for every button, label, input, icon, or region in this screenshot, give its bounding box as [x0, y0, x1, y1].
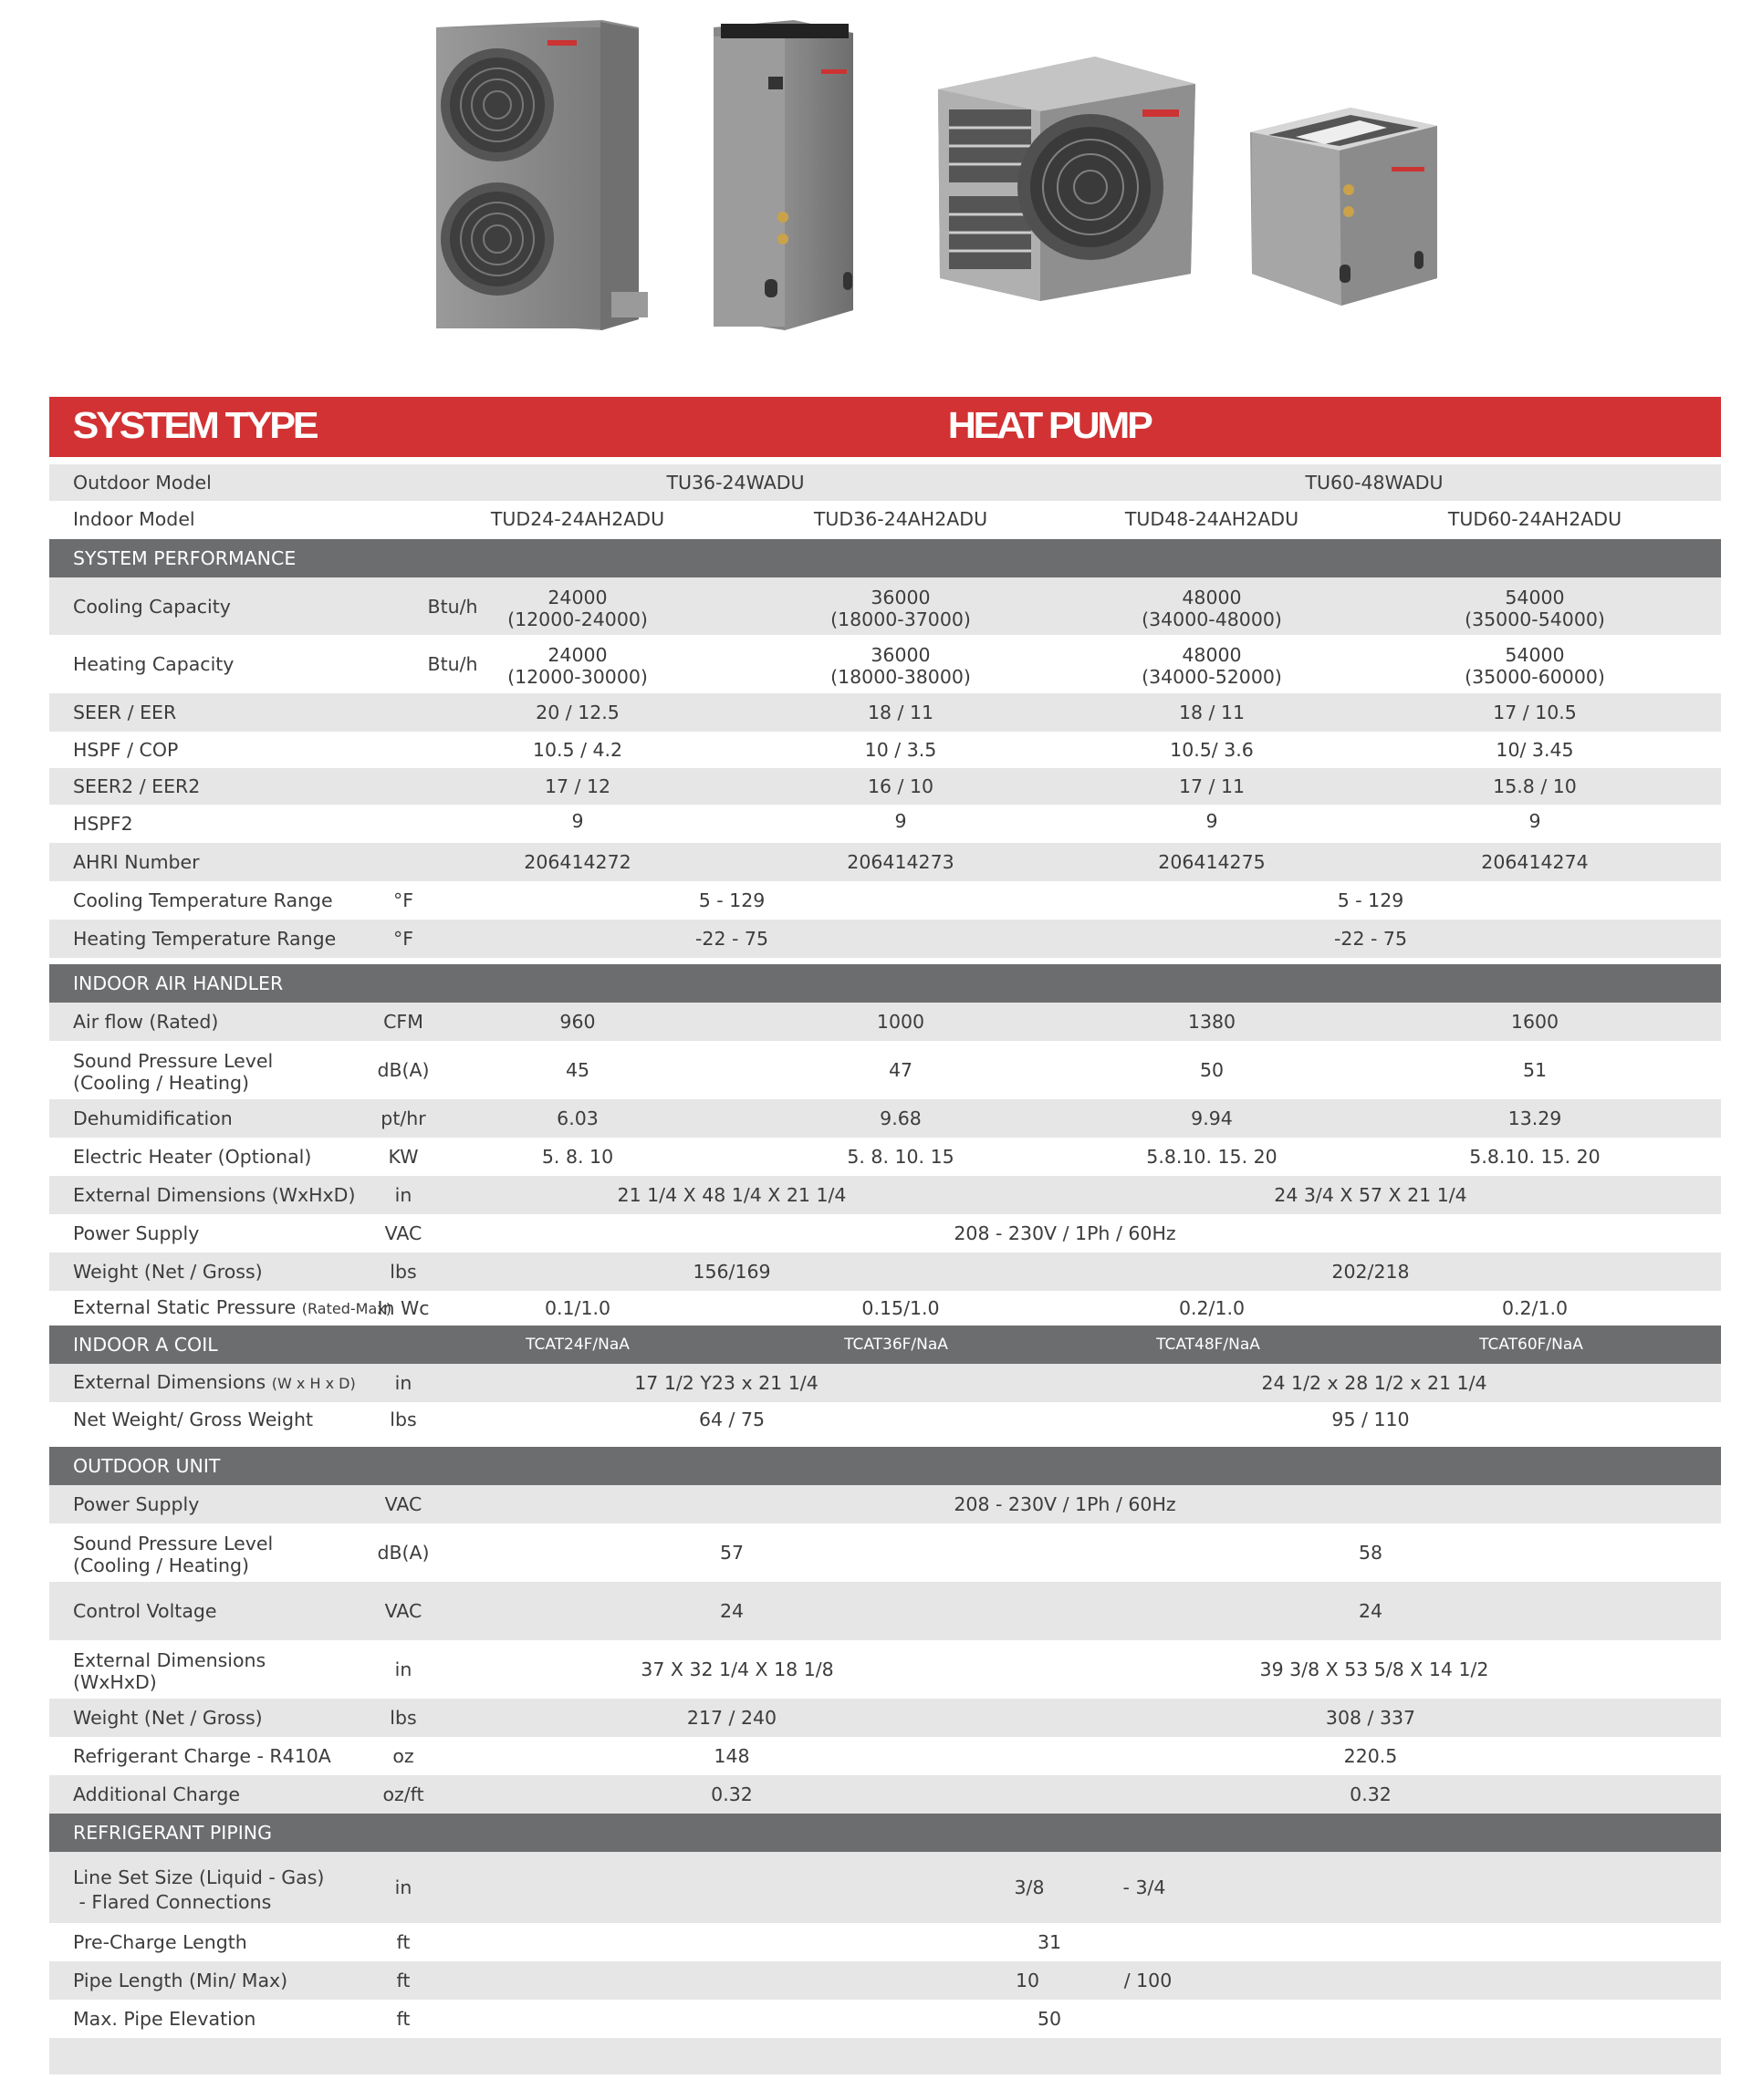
row-od-power-supply: Power Supply VAC 208 - 230V / 1Ph / 60Hz: [49, 1485, 1721, 1523]
row-hspf2: HSPF2 9 9 9 9: [73, 810, 1541, 835]
row-additional-charge: Additional Charge oz/ft 0.32 0.32: [49, 1775, 1721, 1814]
row-od-sound-pressure: Sound Pressure Level (Cooling / Heating) dB(A) 57 58: [73, 1533, 1383, 1576]
section-system-performance: SYSTEM PERFORMANCE: [49, 539, 1721, 577]
row-coil-dimensions: External Dimensions (W x H x D) in 17 1/2 Y23 x 21 1/4 24 1/2 x 28 1/2 x 21 1/4: [49, 1364, 1721, 1402]
row-airflow: Air flow (Rated) CFM 960 1000 1380 1600: [49, 1003, 1721, 1041]
row-hspf-cop: HSPF / COP 10.5 / 4.2 10 / 3.5 10.5/ 3.6 10/ 3.45: [73, 739, 1574, 761]
row-ahri-number: AHRI Number 206414272 206414273 206414275 206414274: [49, 843, 1721, 881]
row-refrigerant-charge: Refrigerant Charge - R410A oz 148 220.5: [73, 1745, 1398, 1767]
row-ah-sound-pressure: Sound Pressure Level (Cooling / Heating) dB(A) 45 47 50 51: [73, 1050, 1548, 1094]
row-heating-capacity: Heating Capacity Btu/h 24000 (12000-30000) 36000 (18000-38000) 48000 (34000-52000) 54000 (35000-60000): [73, 644, 1605, 688]
row-external-static-pressure: External Static Pressure (Rated-Max) In Wc 0.1/1.0 0.15/1.0 0.2/1.0 0.2/1.0: [73, 1296, 1569, 1319]
product-illustrations: [0, 0, 1752, 347]
row-cooling-capacity: Cooling Capacity Btu/h 24000 (12000-24000) 36000 (18000-37000) 48000 (34000-48000) 54000 (35000-54000): [49, 577, 1721, 635]
row-pre-charge-length: Pre-Charge Length ft 31: [73, 1931, 1062, 1953]
outdoor-unit-small-image: [938, 57, 1195, 301]
a-coil-image: [1250, 108, 1437, 306]
row-od-weight: Weight (Net / Gross) lbs 217 / 240 308 / 337: [49, 1699, 1721, 1737]
heat-pump-label: HEAT PUMP: [947, 404, 1151, 446]
row-dehumidification: Dehumidification pt/hr 6.03 9.68 9.94 13.29: [49, 1099, 1721, 1138]
section-indoor-air-handler: INDOOR AIR HANDLER: [49, 964, 1721, 1003]
row-control-voltage: Control Voltage VAC 24 24: [49, 1582, 1721, 1640]
row-line-set-size: Line Set Size (Liquid - Gas) - Flared Connections in 3/8 - 3/4: [49, 1852, 1721, 1923]
row-indoor-model: Indoor Model TUD24-24AH2ADU TUD36-24AH2ADU TUD48-24AH2ADU TUD60-24AH2ADU: [73, 508, 1622, 530]
row-cooling-temp-range: Cooling Temperature Range °F 5 - 129 5 - 129: [73, 889, 1404, 911]
row-outdoor-model: Outdoor Model TU36-24WADU TU60-48WADU: [49, 464, 1721, 501]
row-empty-footer: [49, 2038, 1721, 2074]
air-handler-image: [714, 20, 853, 330]
row-pipe-length: Pipe Length (Min/ Max) ft 10 / 100: [49, 1961, 1721, 2000]
row-electric-heater: Electric Heater (Optional) KW 5. 8. 10 5. 8. 10. 15 5.8.10. 15. 20 5.8.10. 15. 20: [73, 1146, 1601, 1168]
product-images: [0, 0, 1752, 347]
row-coil-weight: Net Weight/ Gross Weight lbs 64 / 75 95 / 110: [73, 1409, 1410, 1430]
row-heating-temp-range: Heating Temperature Range °F -22 - 75 -22 - 75: [49, 920, 1721, 958]
section-refrigerant-piping: REFRIGERANT PIPING: [49, 1814, 1721, 1852]
section-outdoor-unit: OUTDOOR UNIT: [49, 1447, 1721, 1485]
row-ah-weight: Weight (Net / Gross) lbs 156/169 202/218: [49, 1253, 1721, 1291]
row-od-dimensions: External Dimensions (WxHxD) in 37 X 32 1/4 X 18 1/8 39 3/8 X 53 5/8 X 14 1/2: [73, 1649, 1489, 1693]
row-ah-dimensions: External Dimensions (WxHxD) in 21 1/4 X 48 1/4 X 21 1/4 24 3/4 X 57 X 21 1/4: [49, 1176, 1721, 1214]
row-seer2-eer2: SEER2 / EER2 17 / 12 16 / 10 17 / 11 15.8 / 10: [49, 768, 1721, 805]
system-type-label: SYSTEM TYPE: [72, 404, 317, 446]
outdoor-unit-large-image: [436, 20, 648, 330]
row-ah-power-supply: Power Supply VAC 208 - 230V / 1Ph / 60Hz: [73, 1222, 1176, 1244]
row-seer-eer: SEER / EER 20 / 12.5 18 / 11 18 / 11 17 / 10.5: [49, 693, 1721, 732]
row-max-pipe-elevation: Max. Pipe Elevation ft 50: [73, 2008, 1062, 2030]
system-type-banner: [49, 397, 1721, 457]
section-indoor-a-coil: INDOOR A COIL TCAT24F/NaA TCAT36F/NaA TCAT48F/NaA TCAT60F/NaA: [49, 1325, 1721, 1364]
